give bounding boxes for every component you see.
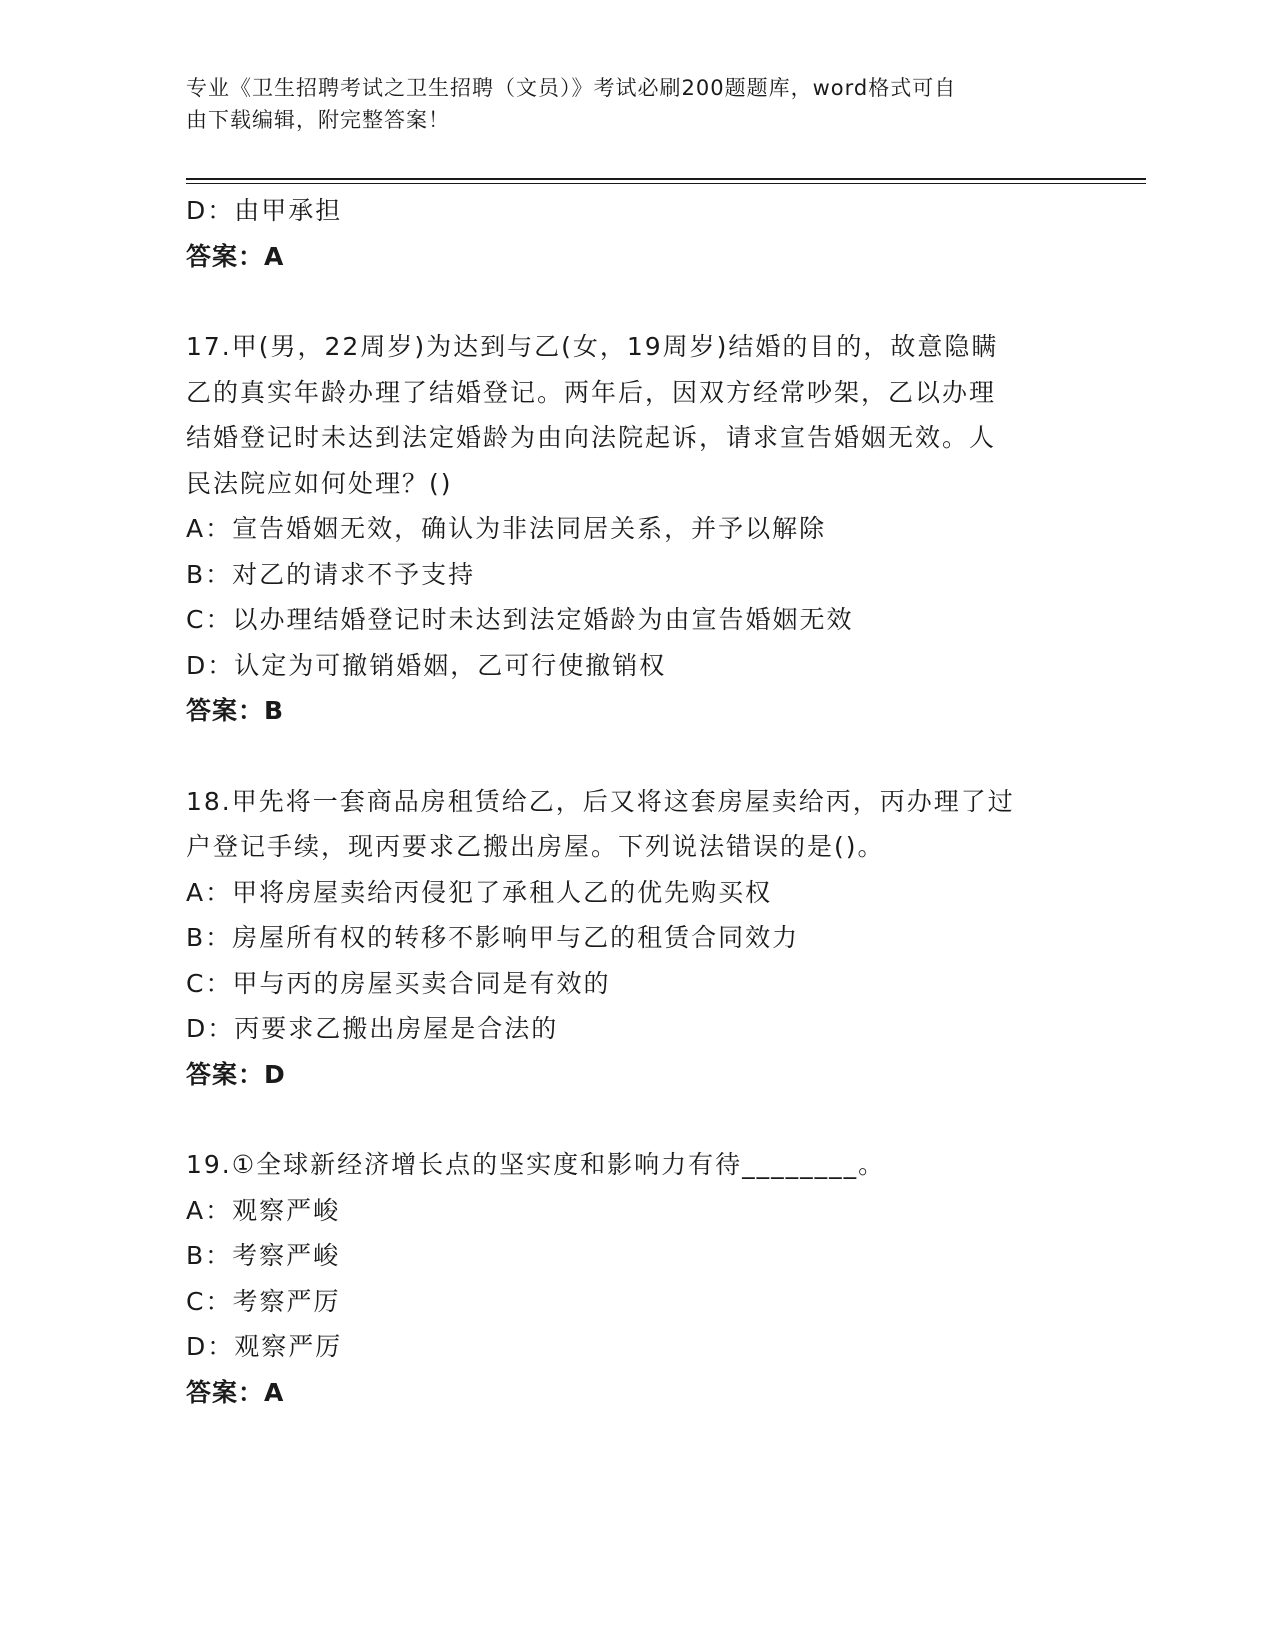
header-line-2: 由下载编辑，附完整答案！ — [186, 108, 450, 132]
option-d: D：观察严厉 — [186, 1332, 343, 1361]
header-divider-thin — [186, 183, 1146, 184]
answer-line: 答案：A — [186, 1377, 285, 1407]
document-header — [186, 72, 1066, 136]
spacer — [186, 1097, 1076, 1142]
question-17 — [186, 324, 1076, 734]
option-a: A：宣告婚姻无效，确认为非法同居关系，并予以解除 — [186, 514, 827, 543]
question-stem-line: 结婚登记时未达到法定婚龄为由向法院起诉，请求宣告婚姻无效。人 — [186, 423, 997, 452]
option-c: C：考察严厉 — [186, 1286, 341, 1316]
option-a: A：甲将房屋卖给丙侵犯了承租人乙的优先购买权 — [186, 877, 773, 907]
option-d: D：认定为可撤销婚姻，乙可行使撤销权 — [186, 650, 667, 680]
option-b: B：房屋所有权的转移不影响甲与乙的租赁合同效力 — [186, 923, 800, 952]
option-b: B：考察严峻 — [186, 1241, 341, 1270]
question-stem-line: 17.甲(男，22周岁)为达到与乙(女，19周岁)结婚的目的，故意隐瞒 — [186, 332, 999, 361]
option-c: C：以办理结婚登记时未达到法定婚龄为由宣告婚姻无效 — [186, 605, 854, 634]
answer-line: 答案：D — [186, 1059, 286, 1089]
document-body — [186, 188, 1076, 1415]
header-line-1: 专业《卫生招聘考试之卫生招聘（文员）》考试必刷200题题库，word格式可自 — [186, 76, 957, 100]
answer-line: 答案：B — [186, 696, 285, 725]
spacer — [186, 279, 1076, 324]
option-d: D：丙要求乙搬出房屋是合法的 — [186, 1014, 559, 1043]
question-18 — [186, 779, 1076, 1098]
answer-line: 答案：A — [186, 241, 285, 271]
question-16-tail — [186, 188, 1076, 279]
question-stem-line: 18.甲先将一套商品房租赁给乙，后又将这套房屋卖给丙，丙办理了过 — [186, 786, 1015, 816]
question-stem-line: 户登记手续，现丙要求乙搬出房屋。下列说法错误的是()。 — [186, 832, 885, 861]
spacer — [186, 734, 1076, 779]
option-d: D：由甲承担 — [186, 196, 343, 225]
option-c: C：甲与丙的房屋买卖合同是有效的 — [186, 968, 611, 998]
question-19 — [186, 1142, 1076, 1415]
question-stem-line: 乙的真实年龄办理了结婚登记。两年后，因双方经常吵架，乙以办理 — [186, 377, 997, 407]
question-stem-line: 民法院应如何处理？() — [186, 468, 453, 498]
option-a: A：观察严峻 — [186, 1195, 341, 1225]
option-b: B：对乙的请求不予支持 — [186, 559, 476, 589]
header-divider — [186, 178, 1146, 180]
question-stem-line: 19.①全球新经济增长点的坚实度和影响力有待________。 — [186, 1150, 886, 1179]
